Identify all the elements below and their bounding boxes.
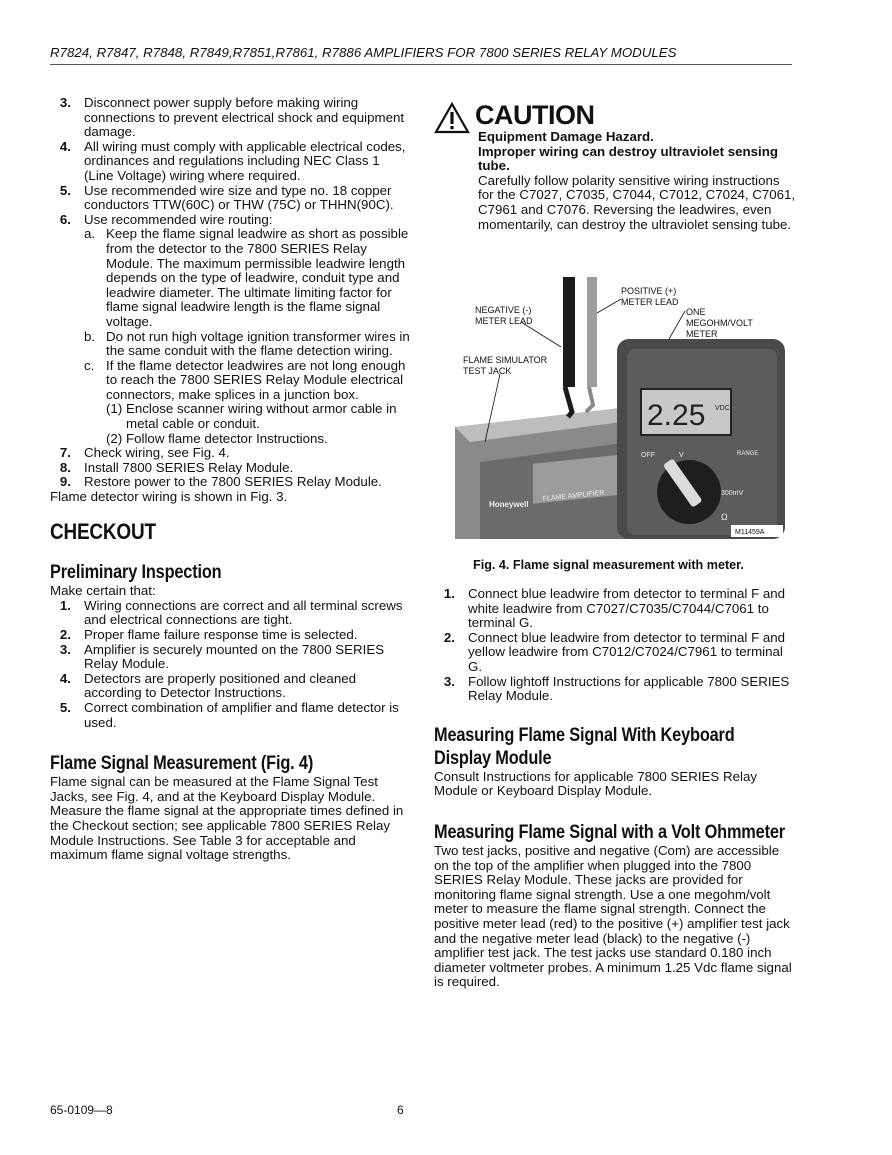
list-item: 3. Amplifier is securely mounted on the 7800 SERIES Relay Module. — [59, 641, 385, 672]
list-item: 9. Restore power to the 7800 SERIES Relay Module. — [59, 474, 382, 490]
left-column — [50, 96, 412, 863]
product-label: FLAME AMPLIFIER — [542, 489, 605, 503]
meter-v-label: V — [679, 452, 684, 459]
checkout-heading: CHECKOUT — [50, 518, 156, 544]
volt-ohmmeter-text: Two test jacks, positive and negative (Com) are accessible on the top of the amplifier when plugged into the 7800 SERIES Relay Module. These jacks are provided for monitoring flame signal strength. Use a one megohm/volt meter to measure the flame signal strength. Connect the positive meter lead (red) to the positive (+) amplifier test jack and the negative meter lead (black) to the negative (-) amplifier test jack. The test jacks use standard 0.180 inch diameter voltmeter probes. A minimum 1.25 Vdc flame signal is required. — [434, 842, 792, 990]
label-meter-2: MEGOHM/VOLT — [686, 318, 753, 328]
list-item: 3. Disconnect power supply before making wiring connections to prevent electrical shock and equipment damage. — [59, 95, 405, 140]
wiring-note: Flame detector wiring is shown in Fig. 3. — [50, 489, 288, 505]
meter-range-label: RANGE — [737, 451, 759, 457]
meter-display-unit: VDC — [715, 405, 730, 412]
label-meter-1: ONE — [686, 307, 706, 317]
caution-text: Carefully follow polarity sensitive wiring instructions for the C7027, C7035, C7044, C7012, C7024, C7061, C7961 and C7076. Reversing the leadwires, even momentarily, can destroy the ultraviolet sensing tube. — [478, 172, 796, 232]
meter-ohm-label: Ω — [721, 512, 728, 522]
list-item: 2. Connect blue leadwire from detector to terminal F and yellow leadwire from C7012/C7024/C7961 to terminal G. — [443, 629, 786, 674]
label-test-jack-2: TEST JACK — [463, 366, 512, 376]
meter-mv-label: 300mV — [721, 490, 744, 497]
caution-hazard: Equipment Damage Hazard. — [478, 129, 654, 144]
list-item: a. Keep the flame signal leadwire as short as possible from the detector to the 7800 SERIES Relay Module. The maximum permissible leadwire length depends on the type of leadwire, conduit type and leadwire diameter. The ultimate limiting factor for flame signal leadwire length is the flame signal voltage. — [84, 226, 409, 329]
figure-code: M11459A — [735, 529, 765, 536]
list-item: (1) Enclose scanner wiring without armor cable in metal cable or conduit. — [106, 401, 397, 432]
list-item: 1. Connect blue leadwire from detector to terminal F and white leadwire from C7027/C7035/C7044/C7061 to terminal G. — [443, 586, 786, 631]
list-item: 1. Wiring connections are correct and all terminal screws and electrical connections are tight. — [59, 597, 403, 628]
list-item: b. Do not run high voltage ignition transformer wires in the same conduit with the flame detection wiring. — [84, 328, 410, 359]
keyboard-display-text: Consult Instructions for applicable 7800 SERIES Relay Module or Keyboard Display Module. — [434, 768, 757, 799]
caution-warning: Improper wiring can destroy ultraviolet sensing tube. — [478, 143, 778, 174]
caution-title: CAUTION — [475, 100, 595, 130]
volt-ohmmeter-heading: Measuring Flame Signal with a Volt Ohmmeter — [434, 821, 785, 843]
page-number: 6 — [397, 1103, 404, 1117]
label-test-jack-1: FLAME SIMULATOR — [463, 355, 548, 365]
list-item: 7. Check wiring, see Fig. 4. — [59, 445, 230, 461]
list-item: 4. All wiring must comply with applicable electrical codes, ordinances and regulations including NEC Class 1 (Line Voltage) wiring where required. — [59, 138, 406, 183]
list-item: 6. Use recommended wire routing: — [59, 211, 273, 227]
label-negative-lead: NEGATIVE (-) — [475, 305, 532, 315]
meter-display-value: 2.25 — [647, 399, 706, 432]
prelim-intro: Make certain that: — [50, 583, 156, 599]
label-positive-lead-2: METER LEAD — [621, 297, 679, 307]
list-item: 8. Install 7800 SERIES Relay Module. — [59, 459, 294, 475]
page-header: R7824, R7847, R7848, R7849,R7851,R7861, R7886 AMPLIFIERS FOR 7800 SERIES RELAY MODULES — [50, 44, 792, 65]
list-item: c. If the flame detector leadwires are not long enough to reach the 7800 SERIES Relay Module electrical connectors, make splices in a junction box. — [84, 357, 406, 402]
list-item: 4. Detectors are properly positioned and cleaned according to Detector Instructions. — [59, 670, 357, 701]
flame-signal-measurement-text: Flame signal can be measured at the Flame Signal Test Jacks, see Fig. 4, and at the Keyboard Display Module. Measure the flame signal at the appropriate times defined in the Checkout section; see applicable 7800 SERIES Relay Module Instructions. See Table 3 for acceptable and maximum flame signal voltage strengths. — [50, 774, 404, 863]
list-item: 3. Follow lightoff Instructions for applicable 7800 SERIES Relay Module. — [443, 673, 790, 704]
brand-logo: Honeywell — [489, 500, 529, 509]
right-column-lower — [434, 587, 794, 990]
caution-box — [434, 100, 796, 232]
meter-off-label: OFF — [641, 452, 655, 459]
preliminary-inspection-heading: Preliminary Inspection — [50, 562, 222, 584]
list-item: (2) Follow flame detector Instructions. — [106, 430, 328, 446]
keyboard-display-heading: Measuring Flame Signal With Keyboard Display Module — [434, 724, 735, 769]
list-item: 5. Correct combination of amplifier and flame detector is used. — [59, 699, 399, 730]
label-negative-lead-2: METER LEAD — [475, 316, 533, 326]
label-meter-3: METER — [686, 329, 718, 339]
label-positive-lead: POSITIVE (+) — [621, 286, 677, 296]
figure-caption: Fig. 4. Flame signal measurement with meter. — [473, 558, 744, 572]
list-item: 2. Proper flame failure response time is selected. — [59, 627, 358, 642]
list-item: 5. Use recommended wire size and type no. 18 copper conductors TTW(60C) or THW (75C) or THHN(90C). — [59, 182, 394, 213]
flame-signal-measurement-heading: Flame Signal Measurement (Fig. 4) — [50, 753, 314, 775]
doc-number: 65-0109—8 — [50, 1103, 113, 1117]
warning-icon — [434, 102, 470, 138]
figure-meter-illustration — [455, 277, 785, 539]
